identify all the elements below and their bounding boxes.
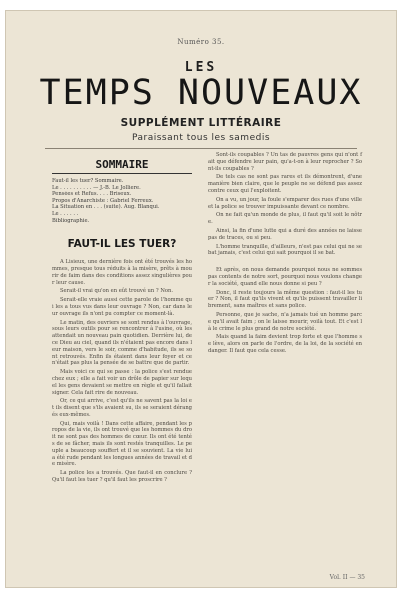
article-paragraph: A Lisieux, une dernière fois ont été trouvés les hommes, presque tous réduits à la misère, prêts à mourir de faim dans des conditions assez singulières pour leur cause. [52,259,192,286]
article-paragraph: On ne fait qu'un monde de plus, il faut qu'il soit le nôtre. [208,212,362,226]
article-paragraph: On a vu, un jour, la foule s'emparer des rues d'une ville et la police se trouver impuissante devant ce nombre. [208,196,362,210]
article-paragraph: Mais voici ce qui se passe : la police s'est rendue chez eux ; elle a fait voir un drôle de papier sur lequel les gens devaient se mettre en règle et qu'il fallait signer. Cela fait rire de nouveau. [52,369,192,396]
article-title: FAUT-IL LES TUER? [67,238,177,251]
supplement-label: SUPPLÉMENT LITTÉRAIRE [120,117,282,129]
masthead-article: LES [184,60,218,75]
article-paragraph: Le matin, des ouvriers se sont rendus à l'ouvrage, sous leurs outils pour se rencontrer à l'usine, où les attendait un nouveau pain quotidien. Derrière lui, de ce Dieu au ciel, quand ils n'étaient pas encore dans leur maison, vers le soir, comme d'habitude, ils se sont retrouvés. Enfin ils étaient dans leur foyer et ce n'était pas plus la pensée de se battre que de partir. [52,319,192,367]
article-paragraph: Donc, il reste toujours la même question : faut-il les tuer ? Non, il faut qu'ils vivent et qu'ils puissent travailler librement, sans maîtres et sans police. [208,289,362,310]
toc-entry: Pensées et Refus. . . . Briseux. [52,191,132,198]
article-paragraph: Mais quand la faim devient trop forte et que l'homme se lève, alors on parle de l'ordre, de la loi, de la société en danger. Il faut que cela cesse. [208,334,362,354]
masthead-rule [45,148,357,149]
article-paragraph: Ainsi, la fin d'une lutte qui a duré des années ne laisse pas de traces, ou si peu. [208,227,362,241]
article-paragraph: Et après, on nous demande pourquoi nous ne sommes pas contents de notre sort, pourquoi nous voulons changer la société, quand elle nous donne si peu ? [208,267,362,287]
article-paragraph: Serait-elle vraie aussi cette parole de l'homme qui les a tous vus dans leur ouvrage ? Non, car dans leur ouvrage ils n'ont pu compter ce moment-là. [52,297,192,317]
right-column [208,152,362,357]
publication-frequency: Paraissant tous les samedis [131,133,271,143]
article-paragraph: Sont-ils coupables ? Un tas de pauvres gens qui n'ont fait que défendre leur pain, qu'a-t-on à leur reprocher ? Sont-ils coupables ? [208,152,362,172]
toc-entry: Le . . . . . . . . . . — J.-B. Le Jolliere. [52,184,141,191]
page-reference: Vol. II — 35 [329,574,365,581]
toc-entry: Le . . . . . . [52,210,79,217]
toc-entry: Bibliographie. [52,217,90,224]
table-of-contents [52,178,192,224]
toc-entry: Faut-il les tuer? Sommaire. [52,178,124,184]
left-column [52,152,192,486]
article-paragraph: Serait-il vrai qu'on en eût trouvé un ? Non. [60,288,173,295]
section-gap [208,259,362,267]
newspaper-page [5,10,397,588]
toc-entry: La Situation en . . . (suite). Aug. Blanqui. [52,204,160,211]
sommaire-heading: SOMMAIRE [52,158,192,174]
article-paragraph: Qui, mais voilà ! Dans cette affaire, pendant les propos de la vie, ils ont trouvé que les hommes du droit ne sont pas des hommes de cœur. Ils ont été tentés de se fâcher, mais ils sont restés tranquilles. Le peuple a beaucoup souffert et il se souvient. La vie lui a été rude pendant les longues années de travail et de misère. [52,420,192,468]
article-paragraph: La police les a trouvés. Que faut-il en conclure ? Qu'il faut les tuer ? qu'il faut les proscrire ? [52,470,192,484]
issue-number: Numéro 35. [177,38,225,46]
article-paragraph: Personne, que je sache, n'a jamais tué un homme parce qu'il avait faim ; on le laisse mourir, voilà tout. Et c'est là le crime le plus grand de notre société. [208,311,362,332]
article-paragraph: L'homme tranquille, d'ailleurs, n'est pas celui qui ne se bat jamais, c'est celui qui sait pourquoi il se bat. [208,243,362,257]
masthead-title: TEMPS NOUVEAUX [39,73,363,113]
toc-entry: Propos d'Anarchiste : Gabriel Ferreux. [52,197,154,204]
article-paragraph: De tels cas ne sont pas rares et ils démontrent, d'une manière bien claire, que le peuple ne se défend pas assez contre ceux qui l'exploitent. [208,174,362,194]
article-paragraph: Or, ce qui arrive, c'est qu'ils ne savent pas la loi et ils disent que s'ils avaient su, ils se seraient dérangés eux-mêmes. [52,398,192,418]
